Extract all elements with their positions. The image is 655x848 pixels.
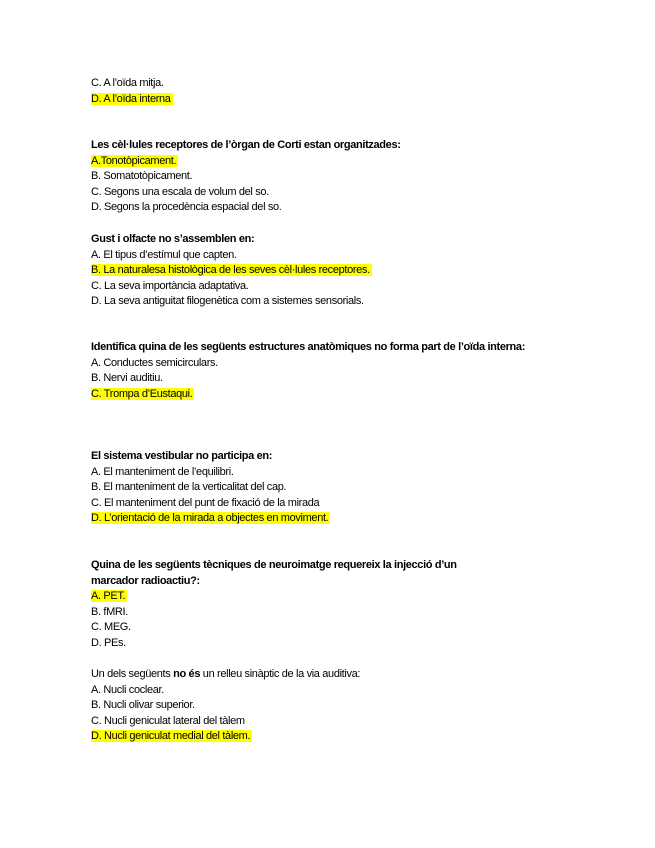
question-block-3 (91, 340, 531, 402)
highlighted-answer: B. La naturalesa histològica de les seves cèl·lules receptores. (91, 264, 370, 277)
option-b: B. El manteniment de la verticalitat del cap. (91, 481, 287, 494)
option-a-correct (91, 154, 551, 170)
option-d: D. PEs. (91, 636, 126, 649)
option-c: C. La seva importància adaptativa. (91, 279, 249, 292)
option-c: C. El manteniment del punt de fixació de la mirada (91, 496, 320, 509)
option-d-correct (91, 511, 551, 527)
question-block-1 (91, 138, 551, 216)
question-block-6 (91, 667, 551, 745)
option-a: A. Nucli coclear. (91, 683, 164, 696)
highlighted-answer: D. Nucli geniculat medial del tàlem. (91, 730, 251, 743)
question-text: Quina de les següents tècniques de neuroimatge requereix la injecció d’un marcador radioactiu?: (91, 559, 457, 587)
highlighted-answer: A.Tonotòpicament. (91, 154, 177, 167)
option-b: B. fMRI. (91, 605, 128, 618)
highlighted-answer: D. L’orientació de la mirada a objectes en moviment. (91, 512, 329, 525)
option-c: C. Segons una escala de volum del so. (91, 185, 269, 198)
question-emphasis: no és (173, 668, 201, 680)
question-text: El sistema vestibular no participa en: (91, 450, 273, 462)
option-c (91, 76, 551, 92)
question-text (91, 667, 551, 683)
option-d-correct (91, 729, 551, 745)
question-block-5 (91, 558, 501, 652)
question-text: Identifica quina de les següents estructures anatòmiques no forma part de l’oïda interna: (91, 341, 526, 353)
option-c: C. MEG. (91, 621, 131, 634)
option-a: A. El tipus d’estímul que capten. (91, 248, 237, 261)
question-text: Gust i olfacte no s’assemblen en: (91, 233, 255, 245)
option-a: A. El manteniment de l’equilibri. (91, 465, 234, 478)
option-b-correct (91, 263, 551, 279)
highlighted-answer: D. A l’oïda interna (91, 92, 171, 105)
option-b: B. Nucli olivar superior. (91, 699, 195, 712)
option-b: B. Nervi auditiu. (91, 372, 163, 385)
option-c: C. Nucli geniculat lateral del tàlem (91, 714, 245, 727)
question-block-0 (91, 76, 551, 107)
highlighted-answer: C. Trompa d’Eustaqui. (91, 387, 193, 400)
option-c-correct (91, 387, 531, 403)
option-d: D. La seva antiguitat filogenètica com a sistemes sensorials. (91, 295, 364, 308)
option-text: C. A l’oïda mitja. (91, 77, 164, 89)
question-block-2 (91, 232, 551, 310)
option-a-correct (91, 589, 501, 605)
option-d: D. Segons la procedència espacial del so. (91, 201, 282, 214)
option-b: B. Somatotòpicament. (91, 170, 193, 183)
option-a: A. Conductes semicirculars. (91, 356, 218, 369)
question-text-part: un relleu sinàptic de la via auditiva: (200, 668, 361, 680)
question-text: Les cèl·lules receptores de l’òrgan de Corti estan organitzades: (91, 139, 401, 151)
question-block-4 (91, 449, 551, 527)
option-d-correct (91, 92, 551, 108)
question-text-part: Un dels següents (91, 668, 174, 680)
highlighted-answer: A. PET. (91, 590, 126, 603)
